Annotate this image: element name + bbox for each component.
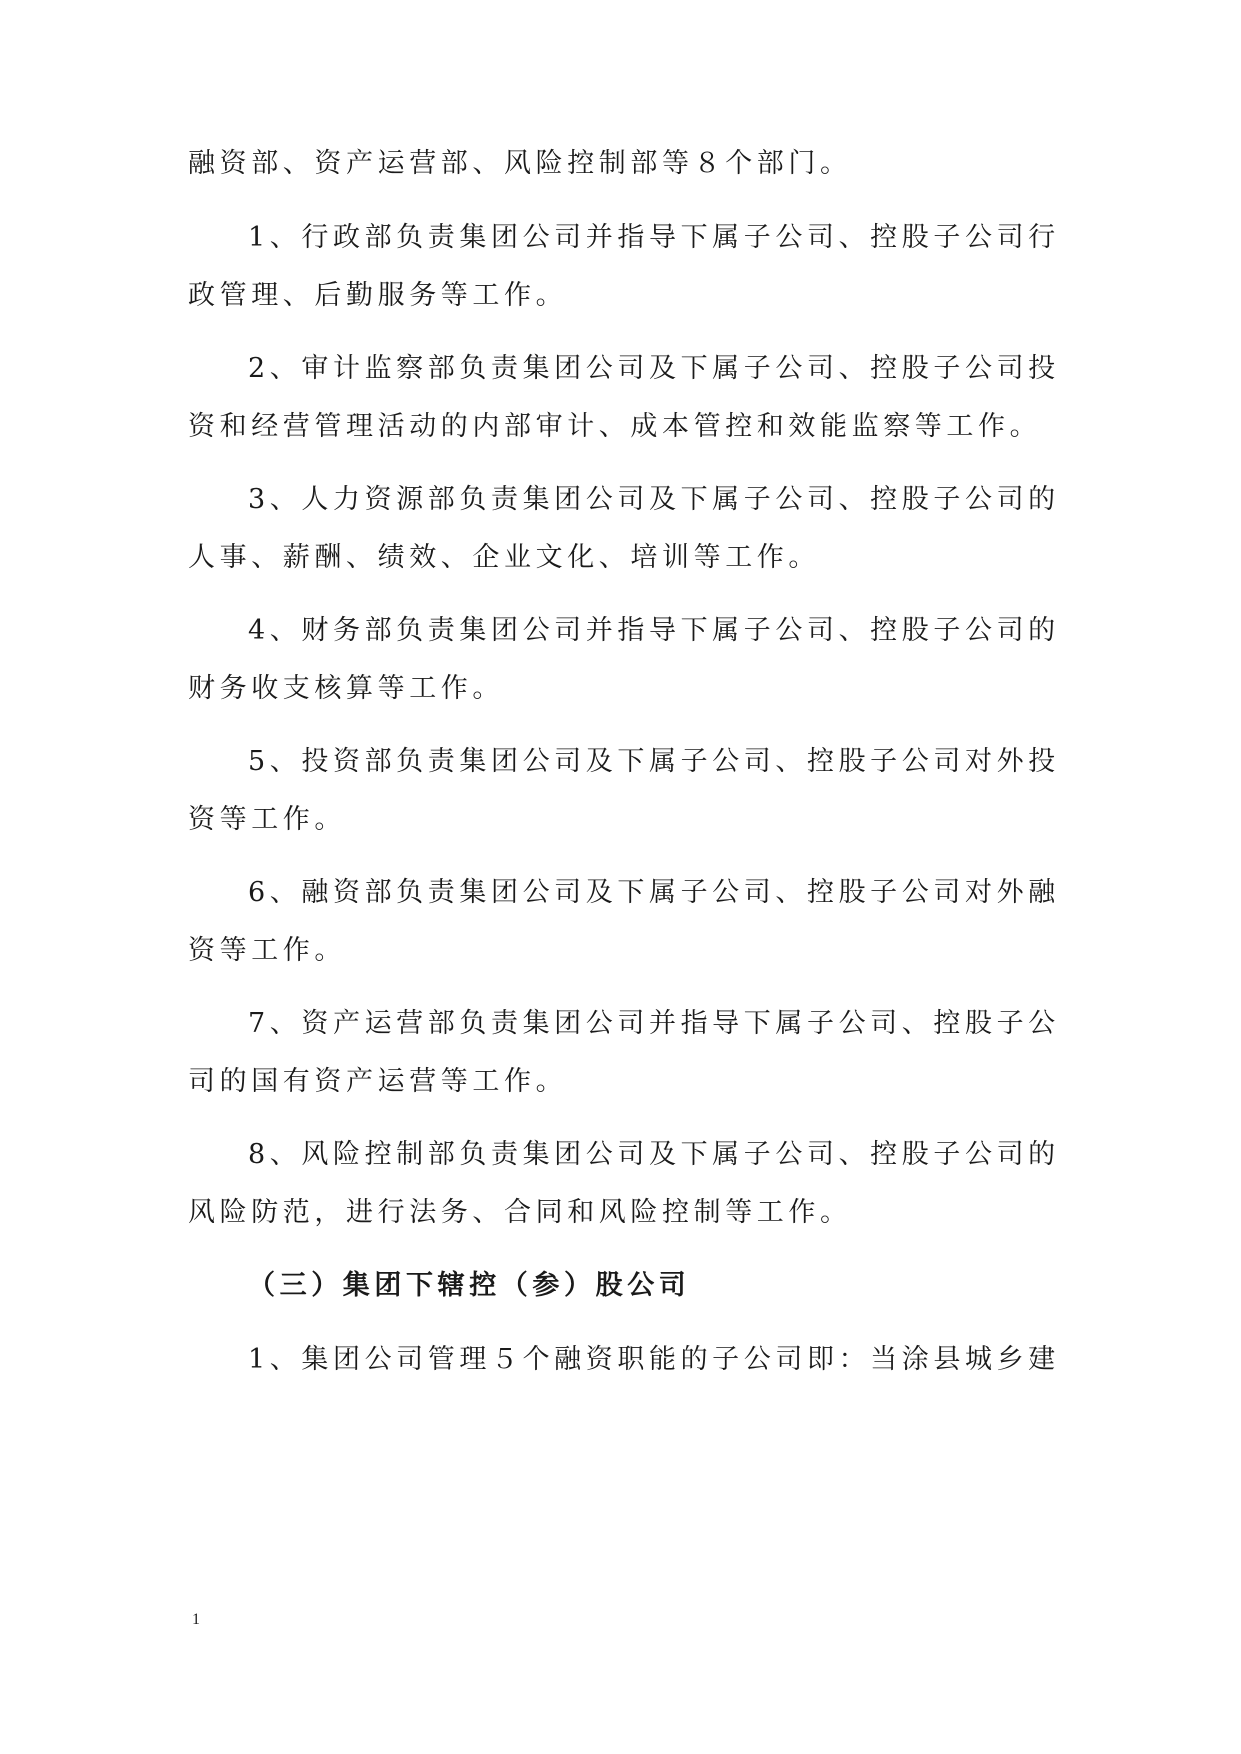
text-line: 政管理、后勤服务等工作。 [188, 280, 568, 311]
text-line: 融资部、资产运营部、风险控制部等８个部门。 [188, 148, 852, 179]
text-line: 资等工作。 [188, 804, 346, 835]
text-line: 1、集团公司管理５个融资职能的子公司即：当涂县城乡建 [248, 1344, 1060, 1375]
text-line: 人事、薪酬、绩效、企业文化、培训等工作。 [188, 542, 820, 573]
page-number: 1 [192, 1611, 200, 1628]
text-line: 资等工作。 [188, 935, 346, 966]
text-line: 资和经营管理活动的内部审计、成本管控和效能监察等工作。 [188, 411, 1042, 442]
text-line: 8、风险控制部负责集团公司及下属子公司、控股子公司的 [248, 1139, 1060, 1170]
text-line: 风险防范，进行法务、合同和风险控制等工作。 [188, 1197, 852, 1228]
text-line: 1、行政部负责集团公司并指导下属子公司、控股子公司行 [248, 222, 1060, 253]
text-line: 司的国有资产运营等工作。 [188, 1066, 568, 1097]
text-line: 财务收支核算等工作。 [188, 673, 504, 704]
text-line: 4、财务部负责集团公司并指导下属子公司、控股子公司的 [248, 615, 1060, 646]
text-line: 6、融资部负责集团公司及下属子公司、控股子公司对外融 [248, 877, 1060, 908]
text-line: 3、人力资源部负责集团公司及下属子公司、控股子公司的 [248, 484, 1060, 515]
text-line: 7、资产运营部负责集团公司并指导下属子公司、控股子公 [248, 1008, 1060, 1039]
section-heading: （三）集团下辖控（参）股公司 [248, 1270, 691, 1301]
text-line: 2、审计监察部负责集团公司及下属子公司、控股子公司投 [248, 353, 1060, 384]
text-line: 5、投资部负责集团公司及下属子公司、控股子公司对外投 [248, 746, 1060, 777]
